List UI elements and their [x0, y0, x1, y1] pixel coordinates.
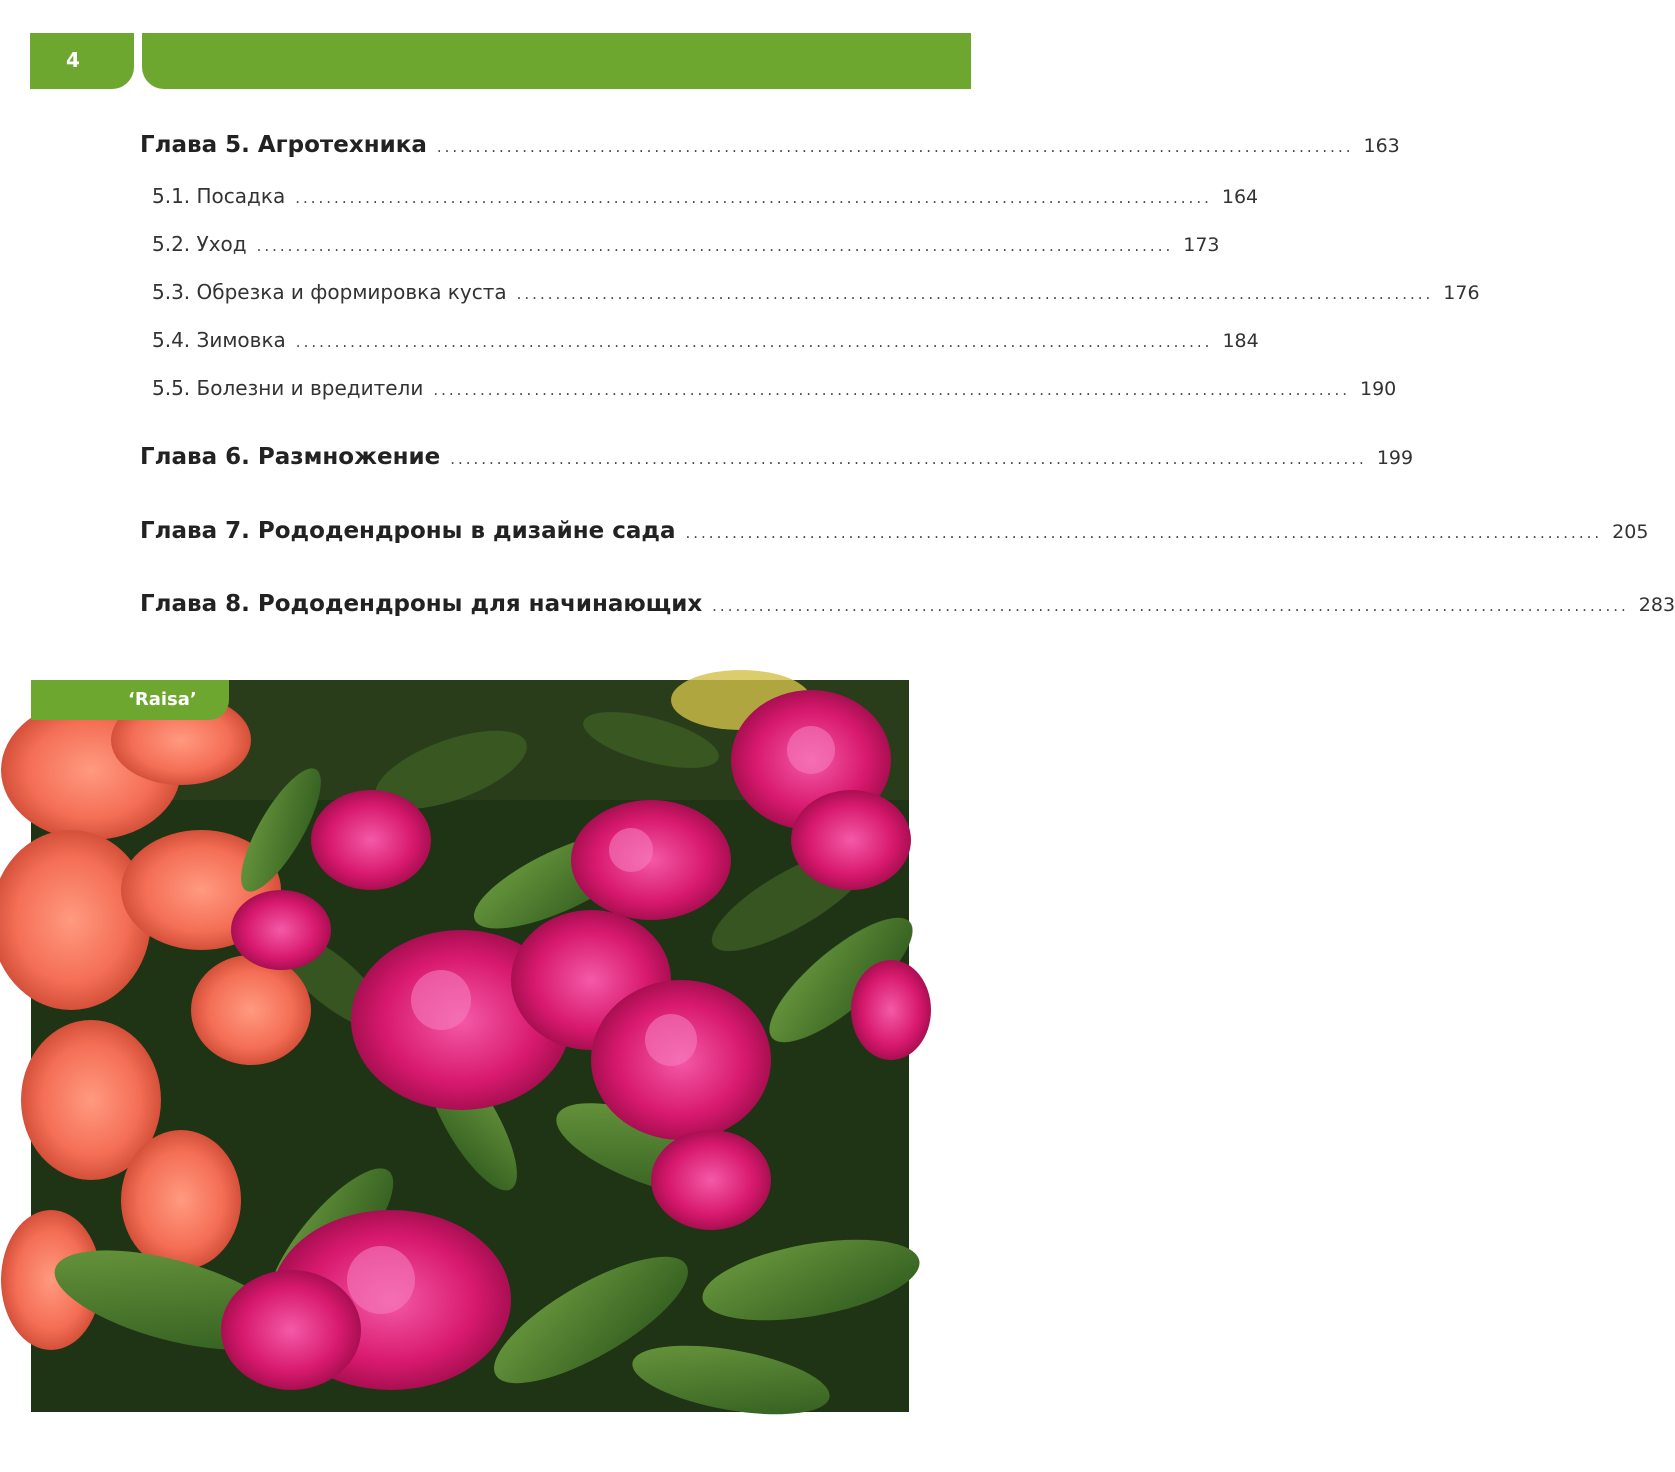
toc-leader-dots: ......................................................................................................................	[256, 237, 1174, 255]
header-bar	[142, 33, 971, 89]
toc-entry-label: Глава 5. Агротехника	[140, 132, 427, 158]
page-number: 4	[66, 48, 80, 72]
toc-entry-section-5-5[interactable]	[140, 376, 1397, 400]
toc-entry-label: 5.3. Обрезка и формировка куста	[152, 280, 507, 304]
toc-leader-dots: ......................................................................................................................	[712, 597, 1629, 615]
toc-entry-chapter-6[interactable]	[140, 444, 1414, 470]
toc-entry-chapter-8[interactable]	[140, 591, 1675, 617]
toc-entry-label: 5.4. Зимовка	[152, 328, 286, 352]
toc-entry-section-5-3[interactable]	[140, 280, 1480, 304]
toc-entry-label: Глава 8. Рододендроны для начинающих	[140, 591, 703, 617]
toc-leader-dots: ......................................................................................................................	[516, 285, 1434, 303]
page-header	[30, 33, 971, 89]
toc-leader-dots: ......................................................................................................................	[433, 381, 1350, 399]
toc-entry-chapter-5[interactable]	[140, 132, 1400, 158]
toc-leader-dots: ......................................................................................................................	[436, 138, 1354, 156]
toc-entry-label: 5.5. Болезни и вредители	[152, 376, 424, 400]
photo-caption-tab	[31, 680, 229, 720]
toc-entry-page: 173	[1183, 234, 1220, 256]
toc-leader-dots: ......................................................................................................................	[295, 189, 1212, 207]
toc-entry-label: 5.1. Посадка	[152, 184, 286, 208]
toc-entry-section-5-2[interactable]	[140, 232, 1220, 256]
toc-entry-label: Глава 6. Размножение	[140, 444, 441, 470]
toc-leader-dots: ......................................................................................................................	[685, 524, 1603, 542]
toc-entry-page: 205	[1612, 521, 1649, 543]
rhododendron-photo	[31, 680, 909, 1412]
photo-caption: ‘Raisa’	[128, 689, 197, 710]
toc-entry-section-5-1[interactable]	[140, 184, 1259, 208]
page-number-tab	[30, 33, 134, 89]
toc-leader-dots: ......................................................................................................................	[450, 450, 1367, 468]
toc-entry-page: 163	[1363, 135, 1400, 157]
toc-entry-page: 199	[1376, 447, 1414, 469]
toc-entry-section-5-4[interactable]	[140, 328, 1259, 352]
toc-entry-chapter-7[interactable]	[140, 518, 1649, 544]
flower-illustration	[31, 680, 909, 1412]
toc-entry-label: Глава 7. Рододендроны в дизайне сада	[140, 518, 676, 544]
toc-leader-dots: ......................................................................................................................	[295, 333, 1213, 351]
toc-entry-page: 164	[1221, 186, 1259, 208]
toc-entry-page: 283	[1638, 594, 1675, 616]
toc-entry-label: 5.2. Уход	[152, 232, 247, 256]
toc-entry-page: 190	[1359, 378, 1397, 400]
toc-entry-page: 184	[1222, 330, 1259, 352]
toc-entry-page: 176	[1443, 282, 1480, 304]
